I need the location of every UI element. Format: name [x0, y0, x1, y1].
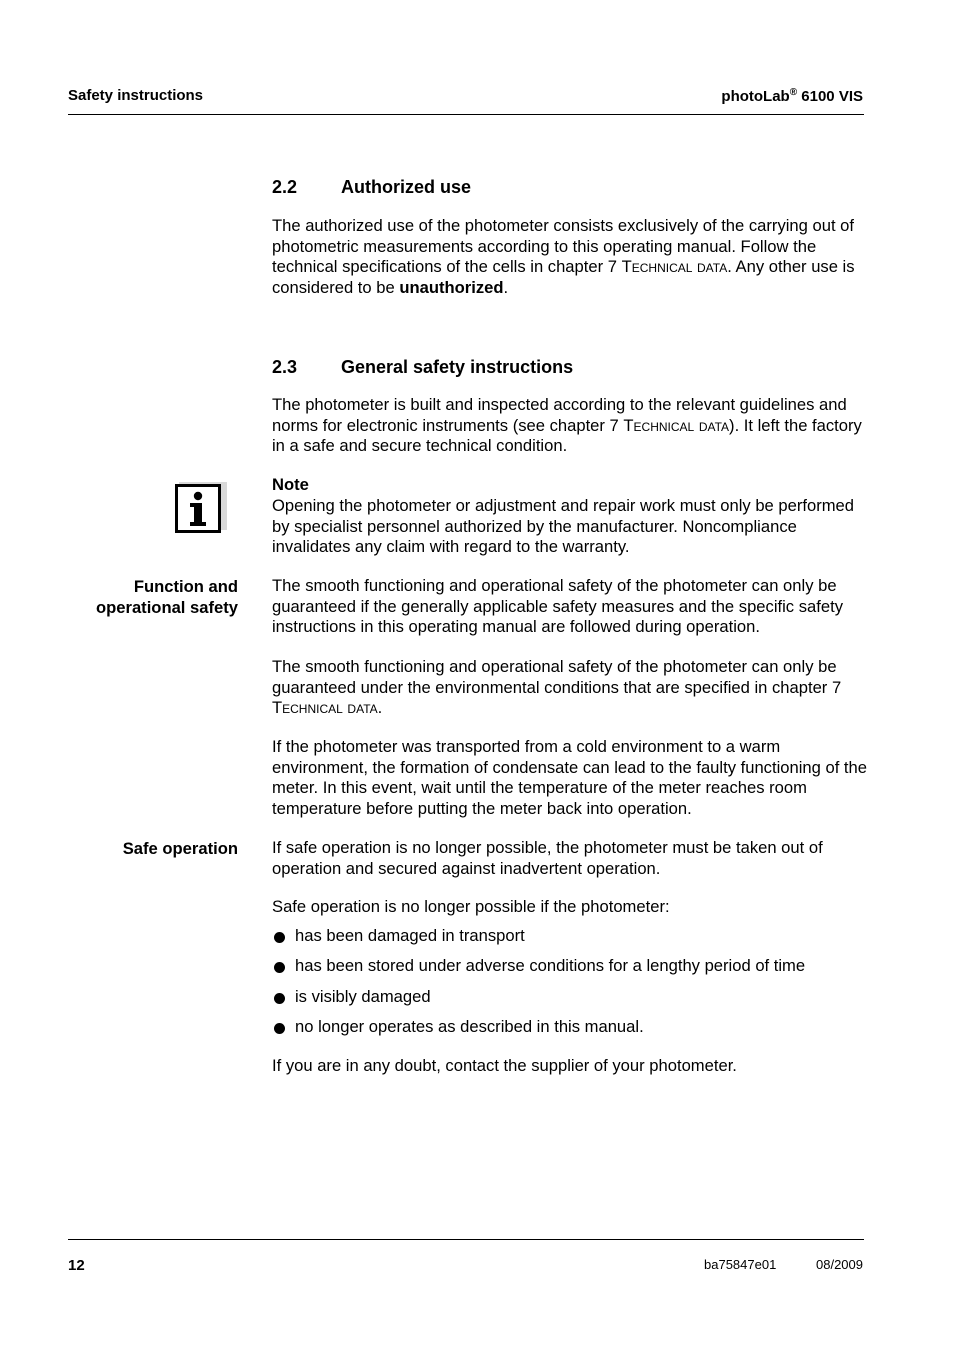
safe-operation-para1: If safe operation is no longer possible, the photometer must be taken out of operation and secured against inadvertent operation. — [272, 838, 823, 878]
function-safety-para1: The smooth functioning and operational safety of the photometer can only be guaranteed if the generally applicable safety measures and the specific safety instructions in this operating manual are followed during operation. — [272, 576, 843, 637]
section-2-3-number: 2.3 — [272, 357, 298, 377]
function-safety-para2-end: . — [377, 698, 383, 718]
safe-operation-intro: Safe operation is no longer possible if the photometer: — [272, 897, 670, 916]
running-header-section: Safety instructions — [68, 87, 204, 104]
section-2-2-title: Authorized use — [341, 177, 472, 197]
function-safety-label — [18, 576, 238, 618]
authorized-use-paragraph — [272, 216, 872, 299]
safe-operation-label: Safe operation — [122, 839, 238, 858]
bullet-icon — [274, 1023, 285, 1034]
running-header-product — [721, 87, 863, 105]
function-safety-label-line2: operational safety — [95, 598, 238, 617]
bullet-icon — [274, 962, 285, 973]
registered-mark: ® — [789, 87, 798, 98]
function-safety-para3: If the photometer was transported from a cold environment to a warm environment, the formation of condensate can lead to the faulty functioning of the meter. In this event, wait until the temperature of the meter reaches room temperature before putting the meter back into operation. — [272, 737, 867, 819]
technical-data-ref: Technical data — [621, 257, 728, 277]
general-safety-text: The photometer is built and inspected according to the relevant guidelines and norms for electronic instruments (see chapter 7 — [272, 395, 847, 435]
section-2-3-title: General safety instructions — [341, 357, 574, 377]
info-icon — [175, 482, 227, 534]
function-safety-para2-text: The smooth functioning and operational safety of the photometer can only be guaranteed under the environmental conditions that are specified in chapter 7 — [272, 657, 842, 697]
function-safety-para2 — [272, 657, 872, 719]
product-model: 6100 VIS — [797, 88, 863, 105]
authorized-use-text: The authorized use of the photometer consists exclusively of the carrying out of photometric measurements according to this operating manual. Follow the technical specifications of the cells in chapter 7 — [272, 216, 855, 277]
header-divider — [68, 114, 864, 115]
authorized-use-text-2: . Any other use is considered to be — [272, 257, 855, 298]
note-text: Opening the photometer or adjustment and repair work must only be performed by specialist personnel authorized by the manufacturer. Noncompliance invalidates any claim with regard to the warranty. — [272, 496, 855, 557]
note-title: Note — [272, 475, 309, 494]
bullet-icon — [274, 993, 285, 1004]
general-safety-paragraph — [272, 395, 872, 457]
unauthorized-emphasis: unauthorized — [399, 278, 504, 298]
function-safety-label-line1: Function and — [133, 577, 238, 596]
document-date: 08/2009 — [816, 1257, 863, 1272]
general-safety-text-2: ). It left the factory in a safe and secure technical condition. — [272, 415, 862, 456]
list-item: has been damaged in transport — [295, 926, 525, 945]
document-id: ba75847e01 — [704, 1257, 777, 1272]
product-name: photoLab — [721, 88, 790, 105]
authorized-use-text-3: . — [503, 278, 509, 298]
footer-divider — [68, 1239, 864, 1240]
list-item: is visibly damaged — [295, 987, 431, 1006]
list-item: has been stored under adverse conditions for a lengthy period of time — [295, 956, 806, 975]
technical-data-ref: Technical data — [272, 698, 378, 718]
section-2-2-number: 2.2 — [272, 177, 298, 197]
technical-data-ref: Technical data — [623, 415, 730, 435]
page-number: 12 — [68, 1257, 85, 1274]
safe-operation-closing: If you are in any doubt, contact the supplier of your photometer. — [272, 1056, 737, 1075]
bullet-icon — [274, 932, 285, 943]
list-item: no longer operates as described in this manual. — [295, 1017, 644, 1036]
